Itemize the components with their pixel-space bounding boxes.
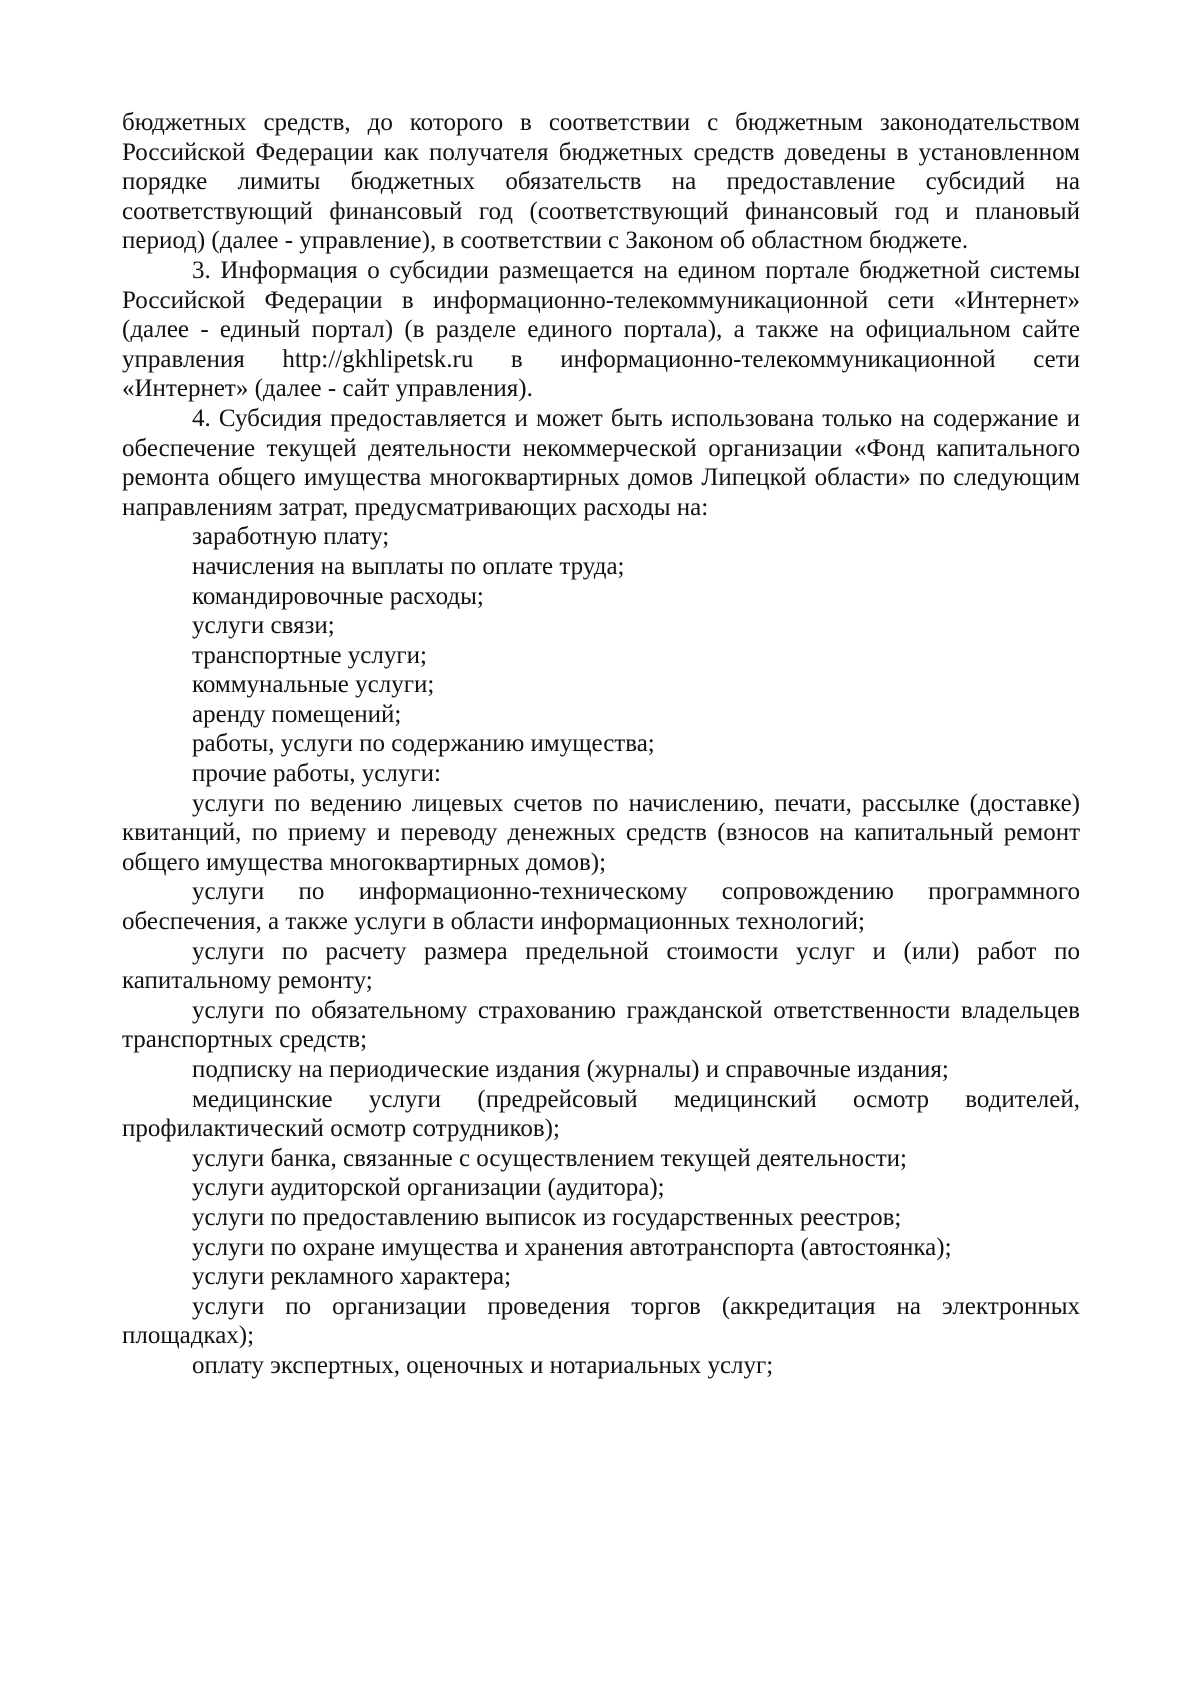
list-item: начисления на выплаты по оплате труда; [192,552,625,580]
list-item: заработную плату; [192,523,390,551]
paragraph-continuation: бюджетных средств, до которого в соответствии с бюджетным законодательством Российской Федерации как получателя бюджетных средств доведены в установленном порядке лимиты бюджетных обязательств на предоставление субсидий на соответствующий финансовый год (соответствующий финансовый год и плановый период) (далее - управление), в соответствии с Законом об областном бюджете. [122,109,1080,255]
document-page [122,108,1080,1381]
paragraph-section-4: 4. Субсидия предоставляется и может быть использована только на содержание и обеспечение текущей деятельности некоммерческой организации «Фонд капитального ремонта общего имущества многоквартирных домов Липецкой области» по следующим направлениям затрат, предусматривающих расходы на: [122,404,1080,521]
sub-list-item: услуги по организации проведения торгов (аккредитация на электронных площадках); [122,1292,1080,1350]
paragraph-section-3: 3. Информация о субсидии размещается на едином портале бюджетной системы Российской Федерации в информационно-телекоммуникационной сети «Интернет» (далее - единый портал) (в разделе единого портала), а также на официальном сайте управления http://gkhlipetsk.ru в информационно-телекоммуникационной сети «Интернет» (далее - сайт управления). [122,256,1080,403]
list-item: транспортные услуги; [192,641,427,669]
sub-list-item: услуги по охране имущества и хранения автотранспорта (автостоянка); [192,1233,952,1261]
sub-list-item: услуги по информационно-техническому сопровождению программного обеспечения, а также услуги в области информационных технологий; [122,878,1080,936]
list-item: услуги связи; [192,612,335,640]
sub-list-item: оплату экспертных, оценочных и нотариальных услуг; [192,1351,774,1379]
sub-list-item: подписку на периодические издания (журналы) и справочные издания; [192,1056,949,1083]
list-item: работы, услуги по содержанию имущества; [192,730,655,758]
sub-list-item: услуги рекламного характера; [192,1263,512,1291]
list-item: коммунальные услуги; [192,671,435,699]
sub-list-item: услуги аудиторской организации (аудитора); [192,1174,665,1202]
sub-list-item: услуги по обязательному страхованию гражданской ответственности владельцев транспортных средств; [122,996,1080,1054]
list-item: прочие работы, услуги: [192,760,441,788]
sub-list-item: услуги по ведению лицевых счетов по начислению, печати, рассылке (доставке) квитанций, по приему и переводу денежных средств (взносов на капитальный ремонт общего имущества многоквартирных домов); [122,789,1080,876]
list-item: аренду помещений; [192,700,402,728]
sub-list-item: услуги банка, связанные с осуществлением текущей деятельности; [192,1144,908,1172]
sub-list-item: услуги по предоставлению выписок из государственных реестров; [192,1203,902,1231]
sub-list-item: услуги по расчету размера предельной стоимости услуг и (или) работ по капитальному ремонту; [122,937,1080,995]
list-item: командировочные расходы; [192,582,484,610]
sub-list-item: медицинские услуги (предрейсовый медицинский осмотр водителей, профилактический осмотр сотрудников); [122,1085,1080,1143]
